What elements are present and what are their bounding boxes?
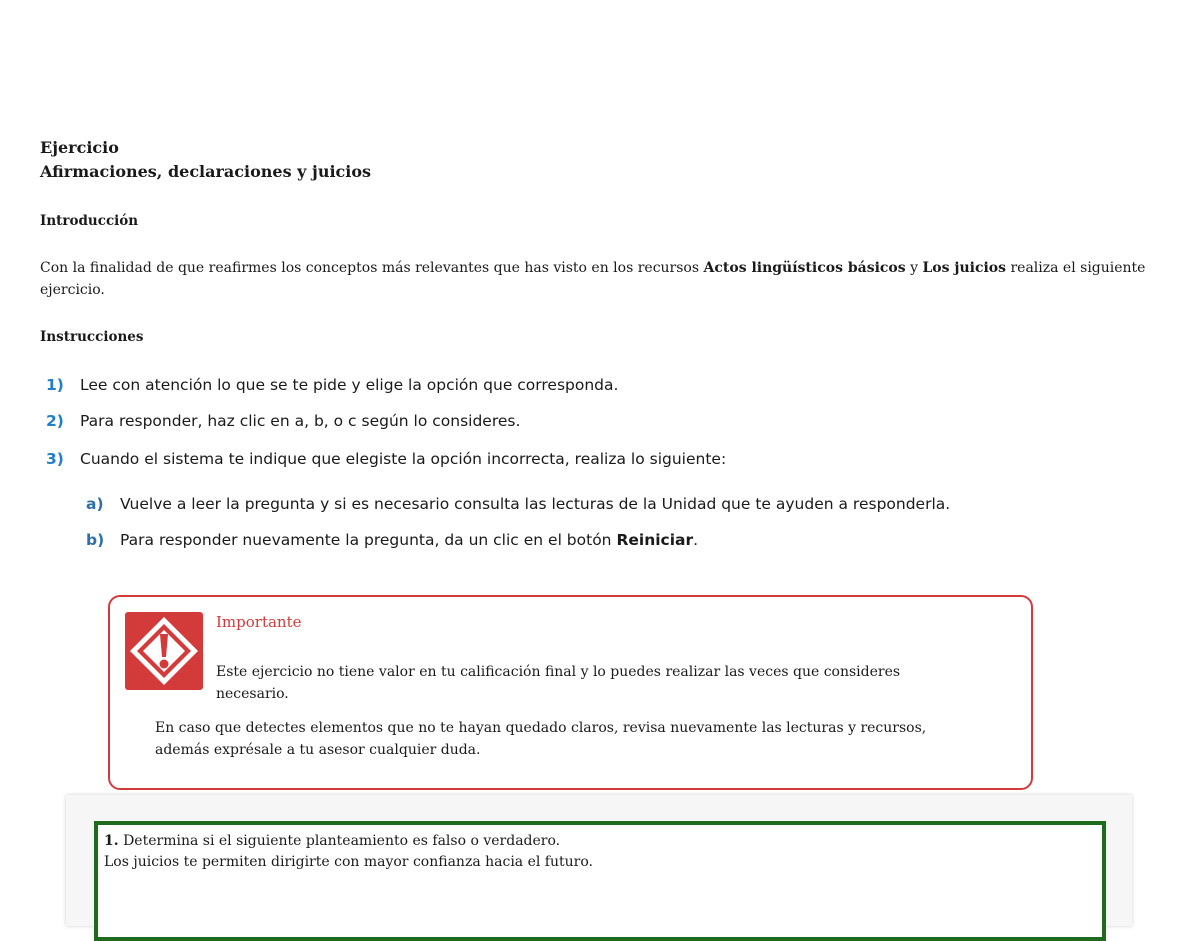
intro-text-a: Con la finalidad de que reafirmes los conceptos más relevantes que has visto en los recursos (40, 260, 704, 276)
step-number: 3) (46, 450, 64, 468)
title-line-1: Ejercicio (40, 138, 119, 157)
step-number: 2) (46, 412, 64, 430)
step-3 (46, 450, 726, 468)
substep-letter: b) (86, 531, 105, 549)
instruction-steps (46, 376, 726, 468)
substep-text-b: . (693, 531, 699, 549)
step-2 (46, 412, 726, 450)
intro-bold-resource-1: Actos lingüísticos básicos (703, 260, 906, 276)
substep-a (86, 495, 950, 531)
intro-heading: Introducción (40, 213, 139, 229)
step-text: Cuando el sistema te indique que elegiste la opción incorrecta, realiza lo siguiente: (80, 450, 727, 468)
question-card (94, 821, 1106, 941)
question-number: 1. (104, 833, 119, 849)
step-number: 1) (46, 376, 64, 394)
intro-text-c: realiza el siguiente ejercicio. (40, 260, 1146, 298)
reiniciar-reference: Reiniciar (616, 531, 694, 549)
intro-paragraph (40, 257, 1150, 301)
instructions-heading: Instrucciones (40, 329, 144, 345)
notice-paragraph-1: Este ejercicio no tiene valor en tu calificación final y lo puedes realizar las veces que consideres necesario. (216, 664, 901, 702)
step-text: Lee con atención lo que se te pide y elige la opción que corresponda. (80, 376, 619, 394)
page-title (40, 136, 371, 184)
question-statement: Los juicios te permiten dirigirte con mayor confianza hacia el futuro. (104, 854, 593, 870)
intro-text-b: y (905, 260, 923, 276)
substep-text: Vuelve a leer la pregunta y si es necesario consulta las lecturas de la Unidad que te ayuden a responderla. (120, 495, 951, 513)
step-text: Para responder, haz clic en a, b, o c según lo consideres. (80, 412, 521, 430)
notice-paragraph-2: En caso que detectes elementos que no te hayan quedado claros, revisa nuevamente las lecturas y recursos, además exprésale a tu asesor cualquier duda. (155, 720, 927, 758)
substep-letter: a) (86, 495, 104, 513)
step-1 (46, 376, 726, 412)
notice-title: Importante (216, 613, 302, 631)
substep-text-a: Para responder nuevamente la pregunta, da un clic en el botón (120, 531, 617, 549)
intro-bold-resource-2: Los juicios (922, 260, 1007, 276)
important-notice (108, 595, 1033, 790)
quiz-panel (66, 795, 1132, 926)
title-line-2: Afirmaciones, declaraciones y juicios (40, 162, 372, 181)
warning-diamond-icon (125, 612, 203, 690)
sub-steps (86, 495, 950, 549)
question-prompt: Determina si el siguiente planteamiento es falso o verdadero. (123, 833, 561, 849)
substep-b (86, 531, 950, 549)
question-text (104, 831, 593, 873)
